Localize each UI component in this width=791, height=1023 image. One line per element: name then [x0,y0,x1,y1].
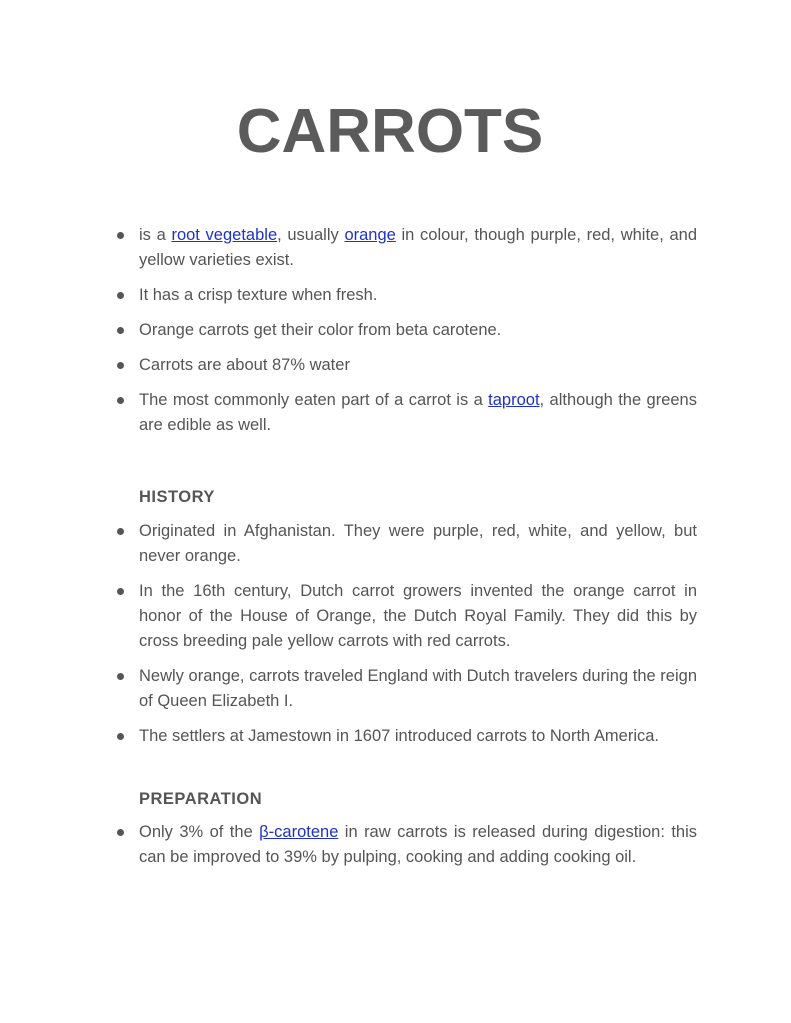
list-item [113,353,697,378]
bullet-icon [117,232,124,239]
list-item [113,223,697,273]
item-text: in colour, though purple, red, white, and yellow varieties exist. [139,226,698,269]
item-text: Carrots are about 87% water [139,356,350,374]
list-item [113,664,697,714]
bullet-icon [117,829,124,836]
root-vegetable-link[interactable]: root vegetable [171,226,278,244]
item-text: The settlers at Jamestown in 1607 introduced carrots to North America. [139,727,659,745]
item-text: in raw carrots is released during digestion: this can be improved to 39% by pulping, cooking and adding cooking oil. [139,823,697,866]
bullet-icon [117,327,124,334]
item-text: Newly orange, carrots traveled England with Dutch travelers during the reign of Queen Elizabeth I. [139,667,697,710]
item-text: , although the greens are edible as well. [139,391,697,434]
bullet-icon [117,292,124,299]
bullet-icon [117,362,124,369]
intro-list [113,223,697,448]
item-text: The most commonly eaten part of a carrot is a [139,391,489,409]
item-text: It has a crisp texture when fresh. [139,286,378,304]
beta-carotene-link[interactable]: β-carotene [259,823,339,841]
list-item [113,283,697,308]
item-text: In the 16th century, Dutch carrot growers invented the orange carrot in honor of the House of Orange, the Dutch Royal Family. They did this by cross breeding pale yellow carrots with red carrots. [139,582,697,650]
item-text: Only 3% of the [139,823,260,841]
item-text: Orange carrots get their color from beta carotene. [139,321,502,339]
page-title: CARROTS [236,97,544,166]
taproot-link[interactable]: taproot [488,391,540,409]
bullet-icon [117,733,124,740]
orange-link[interactable]: orange [344,226,396,244]
list-item [113,388,697,438]
bullet-icon [117,588,124,595]
list-item [113,724,697,749]
item-text: is a [139,226,172,244]
bullet-icon [117,528,124,535]
item-text: , usually [277,226,345,244]
bullet-icon [117,397,124,404]
history-heading: HISTORY [139,488,215,506]
list-item [113,579,697,654]
preparation-list [113,820,697,870]
bullet-icon [117,673,124,680]
history-list [113,519,697,759]
list-item [113,820,697,870]
item-text: Originated in Afghanistan. They were purple, red, white, and yellow, but never orange. [139,522,697,565]
list-item [113,318,697,343]
list-item [113,519,697,569]
preparation-heading: PREPARATION [139,790,263,808]
